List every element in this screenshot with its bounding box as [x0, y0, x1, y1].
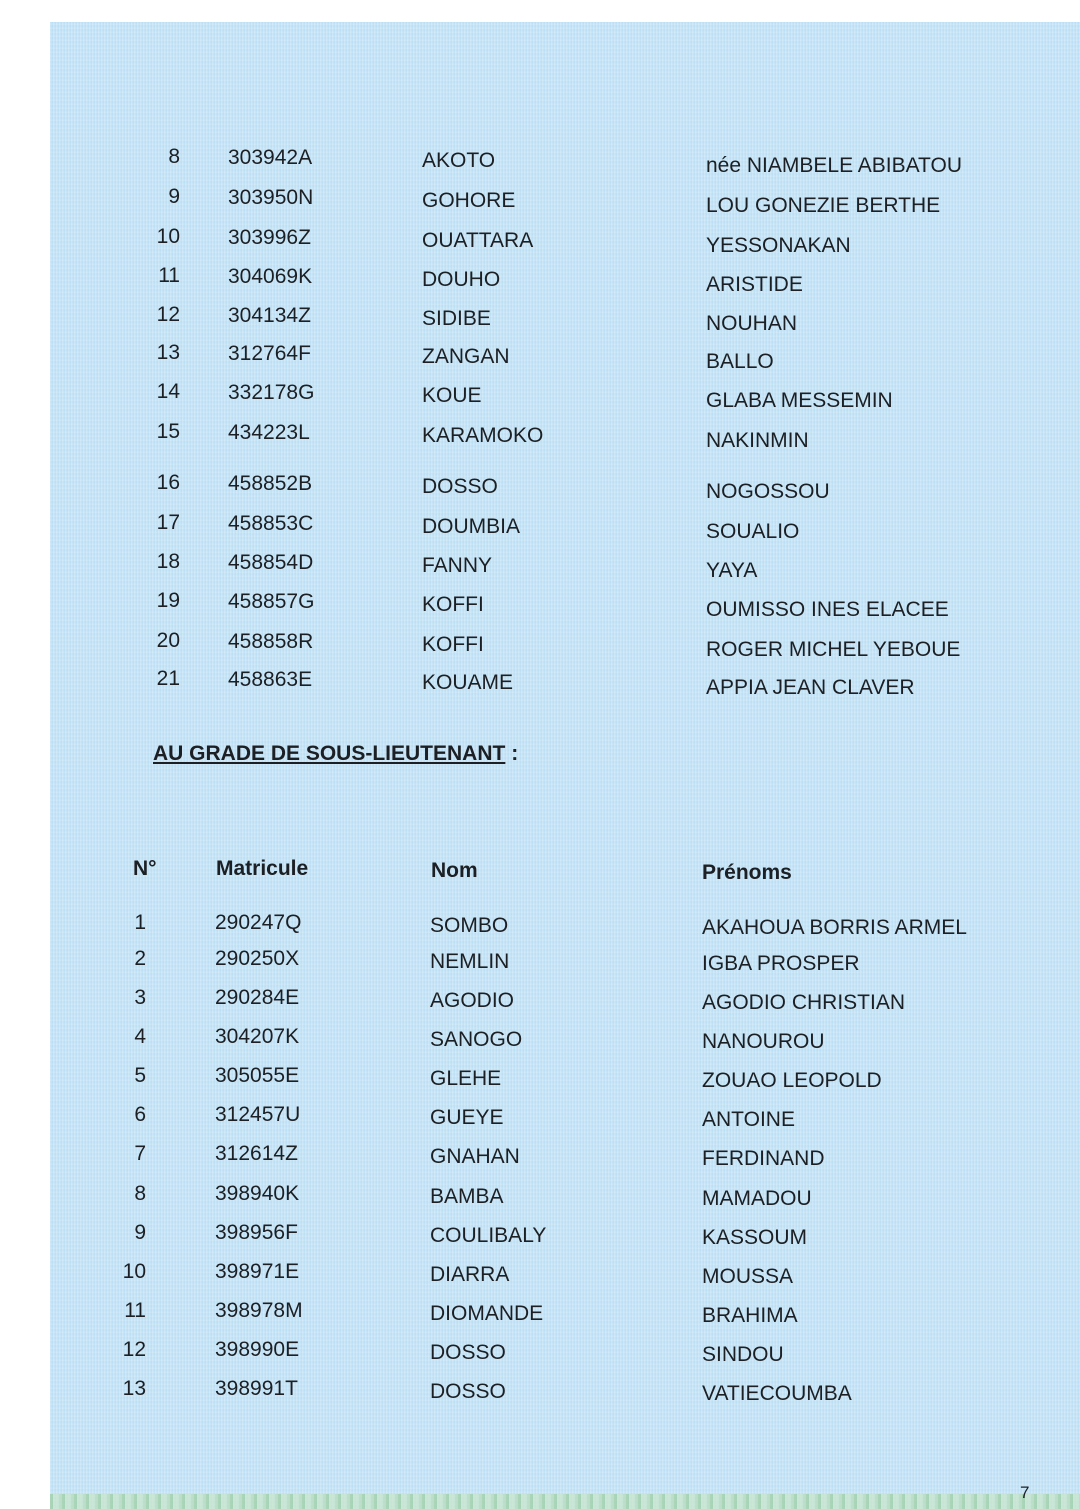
section-title-colon: : [505, 742, 519, 765]
cell-prenoms: LOU GONEZIE BERTHE [706, 194, 941, 217]
cell-nom: DOSSO [430, 1341, 506, 1364]
cell-matricule: 290250X [215, 947, 300, 970]
cell-num: 10 [122, 1260, 146, 1283]
cell-num: 5 [134, 1064, 146, 1087]
cell-num: 4 [134, 1025, 146, 1048]
table-row [0, 262, 1080, 296]
header-num: N° [133, 857, 157, 880]
section-title-text: AU GRADE DE SOUS-LIEUTENANT [153, 742, 506, 765]
table-row [0, 1258, 1080, 1288]
table-row [0, 301, 1080, 335]
table-row [0, 909, 1080, 939]
cell-prenoms: YAYA [706, 559, 758, 582]
cell-num: 8 [134, 1182, 146, 1205]
cell-nom: DOUHO [422, 268, 501, 291]
cell-num: 13 [156, 341, 180, 364]
table-row [0, 509, 1080, 543]
table-row [0, 984, 1080, 1014]
cell-matricule: 458858R [228, 630, 314, 653]
cell-num: 14 [156, 380, 180, 403]
cell-matricule: 398991T [215, 1377, 298, 1400]
cell-prenoms: GLABA MESSEMIN [706, 389, 893, 412]
table-row [0, 339, 1080, 373]
page-number: 7 [1020, 1483, 1030, 1502]
cell-nom: KOUE [422, 384, 482, 407]
cell-nom: SANOGO [430, 1028, 523, 1051]
table-row [0, 1375, 1080, 1405]
cell-prenoms: BALLO [706, 350, 774, 373]
cell-nom: DIOMANDE [430, 1302, 544, 1325]
cell-prenoms: BRAHIMA [702, 1304, 798, 1327]
cell-matricule: 303950N [228, 186, 314, 209]
cell-prenoms: ZOUAO LEOPOLD [702, 1069, 882, 1092]
cell-num: 6 [134, 1103, 146, 1126]
cell-num: 10 [156, 225, 180, 248]
cell-matricule: 312614Z [215, 1142, 298, 1165]
cell-nom: OUATTARA [422, 229, 534, 252]
cell-num: 11 [124, 1299, 146, 1322]
cell-num: 12 [156, 303, 180, 326]
cell-num: 19 [156, 589, 180, 612]
table-row [0, 1336, 1080, 1366]
cell-prenoms: NOUHAN [706, 312, 798, 335]
cell-matricule: 458857G [228, 590, 315, 613]
cell-prenoms: FERDINAND [702, 1147, 825, 1170]
cell-nom: DIARRA [430, 1263, 510, 1286]
cell-num: 21 [156, 667, 180, 690]
cell-nom: ZANGAN [422, 345, 510, 368]
cell-prenoms: AGODIO CHRISTIAN [702, 991, 906, 1014]
cell-num: 1 [134, 911, 146, 934]
cell-matricule: 398978M [215, 1299, 303, 1322]
table-row [0, 548, 1080, 582]
cell-matricule: 303996Z [228, 226, 311, 249]
cell-matricule: 398990E [215, 1338, 300, 1361]
cell-prenoms: APPIA JEAN CLAVER [706, 676, 915, 699]
cell-nom: DOUMBIA [422, 515, 521, 538]
cell-prenoms: née NIAMBELE ABIBATOU [706, 154, 962, 177]
cell-prenoms: OUMISSO INES ELACEE [706, 598, 949, 621]
cell-matricule: 290247Q [215, 911, 302, 934]
cell-num: 12 [122, 1338, 146, 1361]
cell-num: 17 [156, 511, 180, 534]
cell-prenoms: AKAHOUA BORRIS ARMEL [702, 916, 967, 939]
table-row [0, 1180, 1080, 1210]
table-row [0, 627, 1080, 661]
cell-num: 9 [134, 1221, 146, 1244]
table-row [0, 587, 1080, 621]
cell-prenoms: ANTOINE [702, 1108, 795, 1131]
cell-matricule: 458852B [228, 472, 313, 495]
cell-num: 2 [134, 947, 146, 970]
cell-matricule: 332178G [228, 381, 315, 404]
table-row [0, 469, 1080, 503]
cell-matricule: 303942A [228, 146, 313, 169]
table-row [0, 223, 1080, 257]
cell-num: 7 [134, 1142, 146, 1165]
cell-nom: GNAHAN [430, 1145, 520, 1168]
cell-prenoms: KASSOUM [702, 1226, 808, 1249]
cell-matricule: 304207K [215, 1025, 300, 1048]
cell-nom: KOFFI [422, 593, 484, 616]
cell-prenoms: NOGOSSOU [706, 480, 830, 503]
table-row [0, 143, 1080, 177]
header-nom: Nom [431, 859, 478, 882]
table-row [0, 1023, 1080, 1053]
cell-matricule: 398971E [215, 1260, 300, 1283]
cell-matricule: 434223L [228, 421, 310, 444]
cell-matricule: 305055E [215, 1064, 300, 1087]
cell-nom: AKOTO [422, 149, 496, 172]
cell-num: 15 [156, 420, 180, 443]
header-matricule: Matricule [216, 857, 309, 880]
cell-matricule: 312457U [215, 1103, 301, 1126]
cell-prenoms: YESSONAKAN [706, 234, 851, 257]
cell-prenoms: MAMADOU [702, 1187, 812, 1210]
cell-matricule: 398940K [215, 1182, 300, 1205]
cell-prenoms: NANOUROU [702, 1030, 825, 1053]
cell-nom: GOHORE [422, 189, 516, 212]
cell-matricule: 458853C [228, 512, 314, 535]
cell-num: 18 [156, 550, 180, 573]
cell-num: 9 [168, 185, 180, 208]
cell-nom: BAMBA [430, 1185, 504, 1208]
cell-prenoms: NAKINMIN [706, 429, 809, 452]
cell-matricule: 312764F [228, 342, 311, 365]
table-row [0, 1219, 1080, 1249]
cell-nom: SOMBO [430, 914, 509, 937]
cell-matricule: 398956F [215, 1221, 298, 1244]
cell-nom: SIDIBE [422, 307, 491, 330]
cell-nom: DOSSO [422, 475, 498, 498]
cell-prenoms: MOUSSA [702, 1265, 794, 1288]
table-row [0, 665, 1080, 699]
cell-nom: KOFFI [422, 633, 484, 656]
table-row [0, 1140, 1080, 1170]
table-row [0, 1297, 1080, 1327]
table-row [0, 1101, 1080, 1131]
cell-matricule: 458863E [228, 668, 313, 691]
cell-num: 3 [134, 986, 146, 1009]
cell-matricule: 304134Z [228, 304, 311, 327]
cell-prenoms: ARISTIDE [706, 273, 803, 296]
cell-prenoms: ROGER MICHEL YEBOUE [706, 638, 961, 661]
table-row [0, 1062, 1080, 1092]
table-row [0, 945, 1080, 975]
cell-num: 16 [156, 471, 180, 494]
section-title [153, 740, 518, 768]
cell-num: 13 [122, 1377, 146, 1400]
cell-num: 8 [168, 145, 180, 168]
cell-nom: KOUAME [422, 671, 514, 694]
table-row [0, 378, 1080, 412]
cell-matricule: 304069K [228, 265, 313, 288]
cell-prenoms: VATIECOUMBA [702, 1382, 852, 1405]
cell-matricule: 458854D [228, 551, 314, 574]
cell-nom: NEMLIN [430, 950, 510, 973]
cell-matricule: 290284E [215, 986, 300, 1009]
cell-nom: AGODIO [430, 989, 515, 1012]
table-header [0, 855, 1080, 885]
cell-nom: GUEYE [430, 1106, 504, 1129]
cell-num: 11 [158, 264, 180, 287]
cell-nom: DOSSO [430, 1380, 506, 1403]
cell-nom: KARAMOKO [422, 424, 544, 447]
cell-nom: COULIBALY [430, 1224, 547, 1247]
cell-prenoms: SOUALIO [706, 520, 800, 543]
cell-num: 20 [156, 629, 180, 652]
cell-prenoms: IGBA PROSPER [702, 952, 860, 975]
cell-nom: GLEHE [430, 1067, 502, 1090]
table-row [0, 183, 1080, 217]
cell-nom: FANNY [422, 554, 493, 577]
cell-prenoms: SINDOU [702, 1343, 784, 1366]
header-prenoms: Prénoms [702, 861, 792, 884]
page-bottom-edge [50, 1494, 1080, 1509]
table-row [0, 418, 1080, 452]
